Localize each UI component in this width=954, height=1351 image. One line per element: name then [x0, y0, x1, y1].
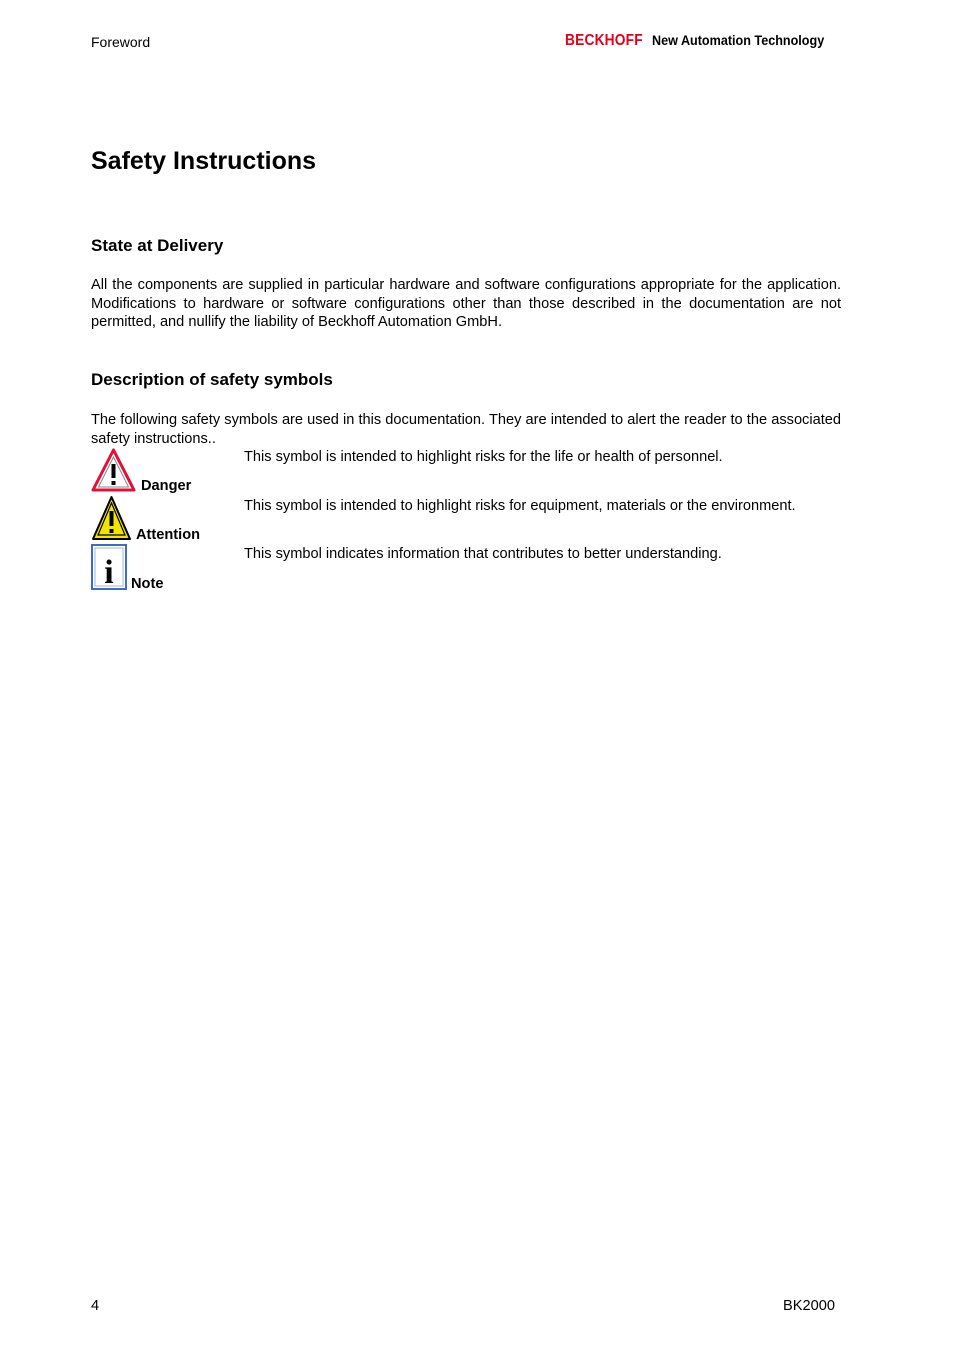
footer-product: BK2000 [783, 1298, 835, 1314]
heading-state-at-delivery: State at Delivery [91, 236, 224, 255]
paragraph-safety-symbols-intro: The following safety symbols are used in this documentation. They are intended to alert the reader to the associated safety instructions.. [91, 412, 841, 447]
symbol-description-note: This symbol indicates information that contributes to better understanding. [244, 546, 722, 562]
symbol-label-note: Note [131, 576, 164, 592]
symbol-label-danger: Danger [141, 478, 192, 494]
symbol-description-danger: This symbol is intended to highlight risks for the life or health of personnel. [244, 449, 723, 465]
header-section-label: Foreword [91, 34, 151, 50]
page-title: Safety Instructions [91, 147, 317, 175]
note-info-icon [91, 544, 127, 590]
footer-page-number: 4 [91, 1298, 100, 1314]
symbol-description-attention: This symbol is intended to highlight risks for equipment, materials or the environment. [244, 498, 796, 514]
symbol-label-attention: Attention [136, 527, 201, 543]
brand-name: BECKHOFF [565, 32, 643, 49]
paragraph-state-at-delivery: All the components are supplied in particular hardware and software configurations appropriate for the application. Modifications to hardware or software configurations other than those described in the documentation are not permitted, and nullify the liability of Beckhoff Automation GmbH. [91, 277, 841, 330]
heading-safety-symbols: Description of safety symbols [91, 370, 333, 389]
brand-tagline: New Automation Technology [651, 32, 825, 48]
brand-logo [565, 32, 843, 50]
danger-triangle-icon [91, 448, 136, 493]
svg-text:i: i [104, 554, 114, 590]
attention-triangle-icon [91, 495, 132, 541]
